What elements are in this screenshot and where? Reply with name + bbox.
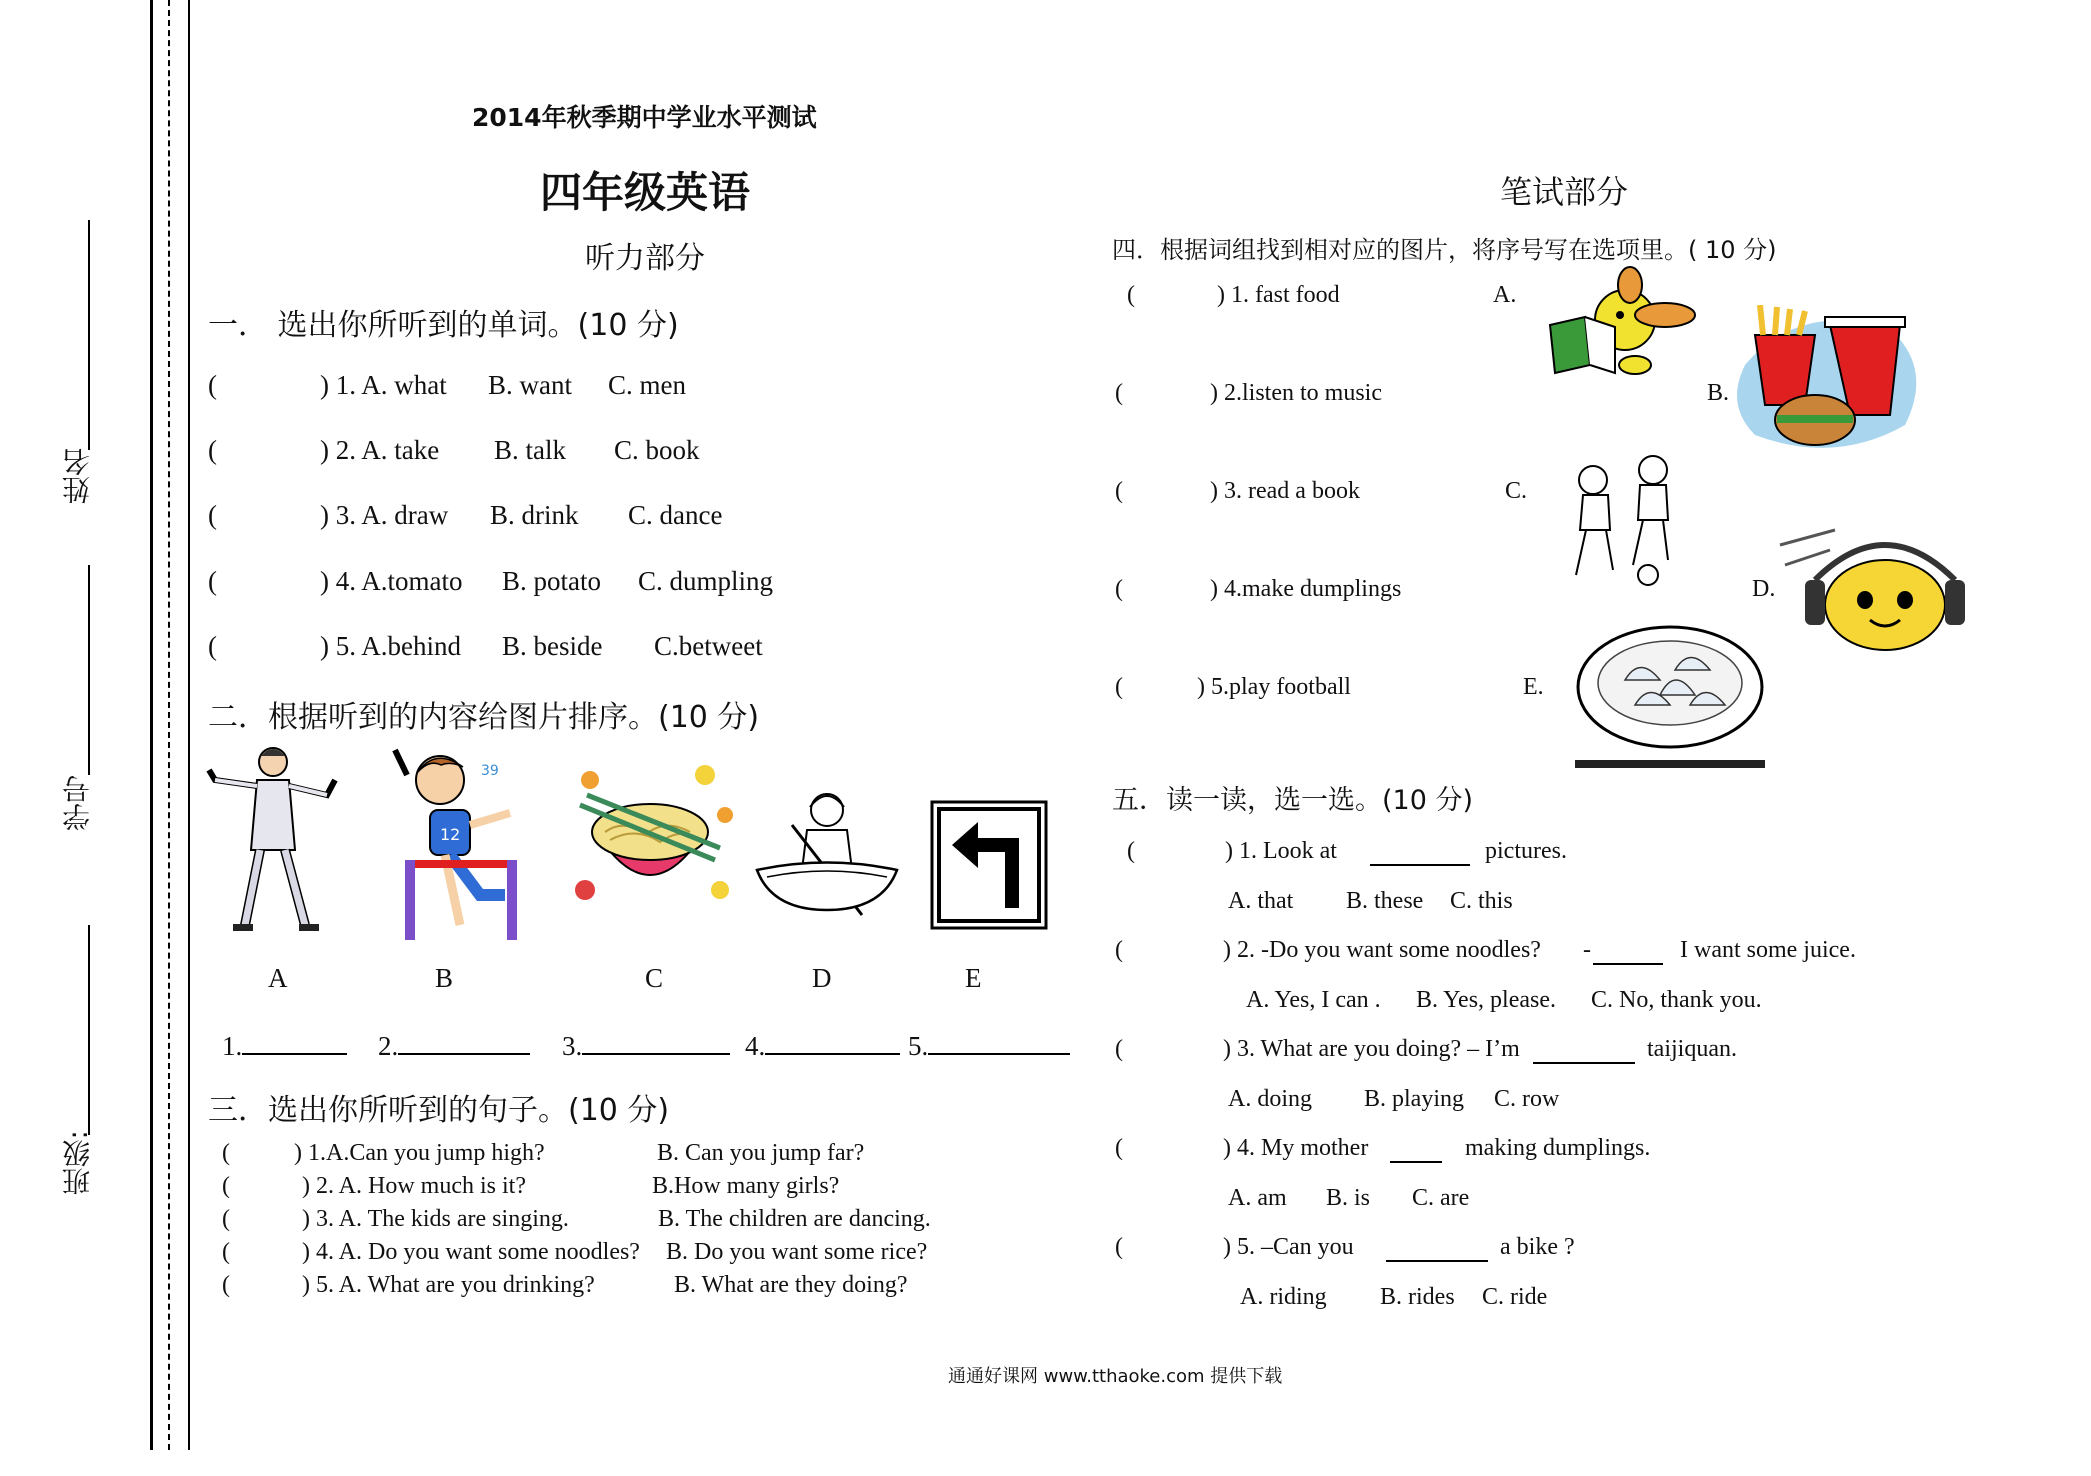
answer-bracket[interactable]: ( (222, 1272, 230, 1298)
section3-heading: 三．选出你所听到的句子。(10 分) (208, 1093, 670, 1128)
option-b: B. The children are dancing. (658, 1206, 931, 1232)
picture-option-a: A. (1493, 282, 1517, 308)
question-blank[interactable] (1390, 1135, 1442, 1163)
question-blank[interactable] (1370, 838, 1470, 866)
question: ) 4. My mother (1223, 1135, 1369, 1161)
phrase: ) 3. read a book (1210, 478, 1360, 504)
answer-bracket[interactable]: ( (208, 500, 217, 530)
football-kids-icon (1568, 450, 1683, 590)
answer-bracket[interactable]: ( (222, 1239, 230, 1265)
s4-item-5 (1115, 674, 1351, 701)
option-c: C. row (1494, 1086, 1560, 1112)
exam-subtitle: 2014年秋季期中学业水平测试 (472, 103, 817, 132)
order-answer-4: 4. (745, 1027, 900, 1062)
svg-text:39: 39 (481, 763, 499, 779)
answer-bracket[interactable]: ( (222, 1206, 230, 1232)
s5-opts-2 (1246, 987, 1762, 1014)
question: ) 1. Look at (1225, 838, 1337, 864)
s5-item-5 (1115, 1234, 1575, 1261)
left-turn-sign-icon (930, 800, 1048, 930)
s5-item-1 (1127, 838, 1567, 865)
rowing-boat-icon (752, 785, 902, 925)
dumpling-plate-icon (1575, 625, 1765, 770)
option-a: ) 5. A.behind (320, 631, 461, 661)
order-blank-3[interactable] (582, 1027, 730, 1055)
option-b: B. playing (1364, 1086, 1464, 1112)
option-c: C. book (614, 435, 700, 465)
option-b: B. What are they doing? (674, 1272, 908, 1298)
option-a: ) 4. A.tomato (320, 566, 463, 596)
picture-label-d: D (812, 963, 832, 993)
name-label: 姓名 (61, 448, 94, 504)
answer-bracket[interactable]: ( (208, 370, 217, 400)
answer-bracket[interactable]: ( (1127, 282, 1135, 308)
order-blank-2[interactable] (398, 1027, 530, 1055)
s4-item-4 (1115, 576, 1402, 603)
s5-item-4 (1115, 1135, 1651, 1162)
picture-option-c: C. (1505, 478, 1528, 504)
option-a: A. riding (1240, 1284, 1327, 1310)
option-b: B. rides (1380, 1284, 1455, 1310)
s1-item-2 (208, 435, 700, 466)
s3-item-4 (222, 1239, 928, 1266)
option-a: ) 3. A. draw (320, 500, 449, 530)
option-c: C.betweet (654, 631, 763, 661)
option-a: ) 2. A. take (320, 435, 440, 465)
noodle-bowl-icon (565, 760, 735, 925)
order-blank-4[interactable] (765, 1027, 900, 1055)
class-line (88, 925, 90, 1135)
picture-label-b: B (435, 963, 454, 993)
option-a: A. doing (1228, 1086, 1312, 1112)
option-a: ) 3. A. The kids are singing. (302, 1206, 569, 1232)
option-c: C. men (608, 370, 686, 400)
s3-item-3 (222, 1206, 931, 1233)
option-a: ) 1.A.Can you jump high? (294, 1140, 545, 1166)
option-b: B. drink (490, 500, 579, 530)
question-dash: - (1583, 937, 1591, 963)
phrase: ) 2.listen to music (1210, 380, 1382, 406)
order-blank-1[interactable] (242, 1027, 347, 1055)
music-headphones-icon (1775, 520, 1985, 655)
s5-opts-4 (1228, 1185, 1470, 1212)
picture-label-a: A (268, 963, 288, 993)
answer-bracket[interactable]: ( (1115, 937, 1123, 963)
picture-option-b: B. (1707, 380, 1730, 406)
option-a: ) 4. A. Do you want some noodles? (302, 1239, 640, 1265)
writing-heading: 笔试部分 (1500, 173, 1629, 211)
answer-bracket[interactable]: ( (1127, 838, 1135, 864)
binding-line-outer (150, 0, 153, 1450)
option-b: B. Do you want some rice? (666, 1239, 928, 1265)
option-b: B. want (488, 370, 572, 400)
answer-bracket[interactable]: ( (1115, 576, 1123, 602)
s5-opts-3 (1228, 1086, 1560, 1113)
picture-label-c: C (645, 963, 664, 993)
hurdle-runner-icon (385, 745, 535, 940)
answer-bracket[interactable]: ( (1115, 1234, 1123, 1260)
option-a: ) 5. A. What are you drinking? (302, 1272, 595, 1298)
s4-item-3 (1115, 478, 1360, 505)
s1-item-4 (208, 566, 774, 597)
question-tail: taijiquan. (1647, 1036, 1737, 1062)
s1-item-1 (208, 370, 686, 401)
s3-item-1 (222, 1140, 865, 1167)
listening-heading: 听力部分 (585, 241, 705, 276)
question: ) 5. –Can you (1223, 1234, 1354, 1260)
answer-bracket[interactable]: ( (1115, 1135, 1123, 1161)
option-c: C. ride (1482, 1284, 1548, 1310)
answer-bracket[interactable]: ( (1115, 478, 1123, 504)
answer-bracket[interactable]: ( (208, 631, 217, 661)
order-blank-5[interactable] (928, 1027, 1070, 1055)
order-answer-2: 2. (378, 1027, 530, 1062)
option-c: C. dumpling (638, 566, 774, 596)
option-c: C. this (1450, 888, 1513, 914)
phrase: ) 4.make dumplings (1210, 576, 1402, 602)
fast-food-icon (1735, 305, 1925, 460)
answer-bracket[interactable]: ( (208, 566, 217, 596)
answer-bracket[interactable]: ( (222, 1140, 230, 1166)
option-a: ) 2. A. How much is it? (302, 1173, 526, 1199)
order-answer-3: 3. (562, 1027, 730, 1062)
answer-bracket[interactable]: ( (1115, 674, 1123, 700)
picture-option-d: D. (1752, 576, 1776, 602)
taichi-figure-icon (205, 740, 340, 935)
phrase: ) 1. fast food (1217, 282, 1340, 308)
s5-opts-1 (1228, 888, 1513, 915)
section4-heading: 四．根据词组找到相对应的图片，将序号写在选项里。( 10 分) (1112, 236, 1777, 264)
s5-item-2 (1115, 937, 1856, 964)
s5-item-3 (1115, 1036, 1737, 1063)
question-blank[interactable] (1533, 1036, 1635, 1064)
s4-item-2 (1115, 380, 1382, 407)
answer-bracket[interactable]: ( (208, 435, 217, 465)
option-b: B. Yes, please. (1416, 987, 1557, 1013)
option-b: B. Can you jump far? (657, 1140, 865, 1166)
option-b: B. potato (502, 566, 601, 596)
option-c: C. No, thank you. (1591, 987, 1762, 1013)
student-id-label: 学号 (61, 775, 94, 831)
option-b: B. these (1346, 888, 1424, 914)
svg-text:12: 12 (440, 825, 461, 844)
answer-bracket[interactable]: ( (222, 1173, 230, 1199)
s3-item-5 (222, 1272, 908, 1299)
footer-credit: 通通好课网 www.tthaoke.com 提供下载 (948, 1366, 1283, 1387)
student-id-line (88, 565, 90, 775)
option-b: B.How many girls? (652, 1173, 840, 1199)
question-tail: making dumplings. (1465, 1135, 1651, 1161)
option-a: A. that (1228, 888, 1294, 914)
class-label: 班级: (61, 1130, 94, 1196)
answer-bracket[interactable]: ( (1115, 1036, 1123, 1062)
option-b: B. is (1326, 1185, 1371, 1211)
question-blank[interactable] (1386, 1234, 1488, 1262)
phrase: ) 5.play football (1197, 674, 1351, 700)
binding-line-dashed (168, 0, 170, 1450)
name-line (88, 220, 90, 450)
option-a: A. Yes, I can . (1246, 987, 1381, 1013)
option-a: ) 1. A. what (320, 370, 447, 400)
question-tail: pictures. (1485, 838, 1567, 864)
s4-item-1 (1127, 282, 1340, 309)
question: ) 3. What are you doing? – I’m (1223, 1036, 1520, 1062)
option-b: B. talk (494, 435, 566, 465)
question-tail: a bike ? (1500, 1234, 1575, 1260)
section1-heading: 一． 选出你所听到的单词。(10 分) (208, 308, 679, 343)
order-answer-1: 1. (222, 1027, 347, 1062)
option-c: C. dance (628, 500, 723, 530)
option-c: C. are (1412, 1185, 1470, 1211)
section5-heading: 五．读一读，选一选。(10 分) (1112, 785, 1474, 816)
binding-line-inner (188, 0, 190, 1450)
option-b: B. beside (502, 631, 603, 661)
option-a: A. am (1228, 1185, 1287, 1211)
exam-title: 四年级英语 (540, 168, 751, 217)
picture-option-e: E. (1523, 674, 1544, 700)
section2-heading: 二．根据听到的内容给图片排序。(10 分) (208, 700, 760, 735)
order-answer-5: 5. (908, 1027, 1070, 1062)
s3-item-2 (222, 1173, 840, 1200)
question-blank[interactable] (1593, 937, 1663, 965)
s5-opts-5 (1240, 1284, 1548, 1311)
answer-bracket[interactable]: ( (1115, 380, 1123, 406)
question: ) 2. -Do you want some noodles? (1223, 937, 1541, 963)
picture-label-e: E (965, 963, 982, 993)
s1-item-5 (208, 631, 763, 662)
s1-item-3 (208, 500, 723, 531)
reading-dog-icon (1545, 265, 1705, 380)
question-tail: I want some juice. (1680, 937, 1856, 963)
